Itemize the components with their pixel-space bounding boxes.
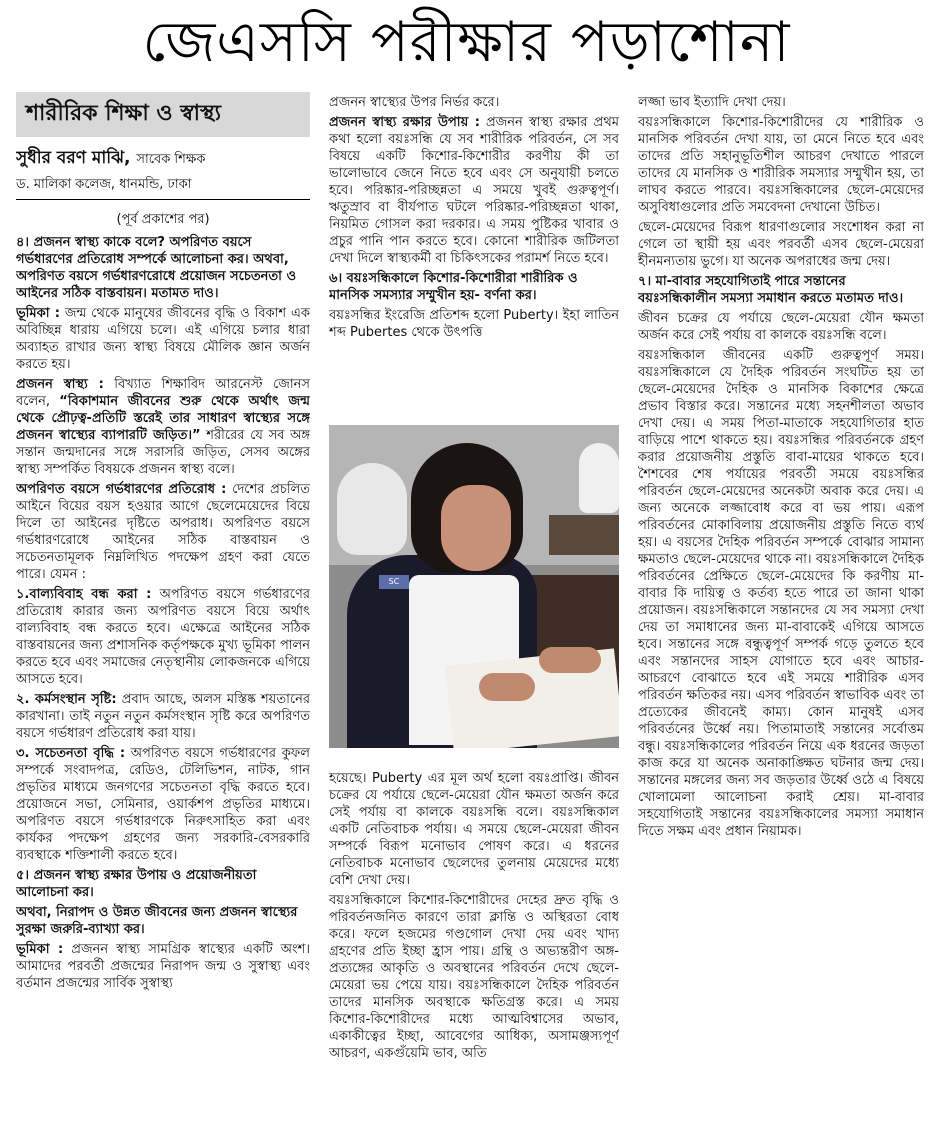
photo-resting-hand (539, 647, 601, 673)
question-4: ৪। প্রজনন স্বাস্থ্য কাকে বলে? অপরিণত বয়সে গর্ভধারণের প্রতিরোধ সম্পর্কে আলোচনা কর। অথবা, অপরিণত বয়সে গর্ভধারণরোধে প্রয়োজন সচেতনতা ও আইনের সঠিক বাস্তবায়ন। মতামত দাও। (16, 235, 297, 301)
column-1 (16, 92, 310, 1132)
author-line (16, 145, 310, 173)
point-2-label: ২. কর্মসংস্থান সৃষ্টি: (16, 692, 117, 707)
col3-paragraph-4: বয়ঃসন্ধিকাল জীবনের একটি গুরুত্বপূর্ণ সময়। বয়ঃসন্ধিকালে যে দৈহিক পরিবর্তন সংঘটিত হয় তা ছেলে-মেয়েদের দৈহিক ও মানসিক বিকাশের ক্ষেত্রে প্রভাব বিস্তার করে। সন্তানের মধ্যে সহনশীলতা অভাব দেখা দেয়। এ সময় পিতা-মাতাকে সহযোগিতার হাত বাড়িয়ে পাশে থাকতে হয়। বয়ঃসন্ধির পরিবর্তনকে গ্রহণ করার প্রয়োজনীয় প্রস্তুতি বাবা-মায়ের থাকতে হবে। শৈশবের শেষ পর্যায়ের পরবর্তী সময়ে বয়ঃসন্ধির পরিবর্তন ছেলে-মেয়েদের অনেকটা অবাক করে দেয়। এ জন্য অনেকে লজ্জাবোধ করে বা ভয় পায়। এরূপ পরিবর্তনের মোকাবিলায় প্রয়োজনীয় প্রস্তুতি নিতে ব্যর্থ হয়। এ বয়সের দৈহিক পরিবর্তন সম্পর্কে বোঝার সামান্য ক্ষমতাও ছেলে-মেয়েদের থাকে না। বয়ঃসন্ধিকালে দৈহিক পরিবর্তনের প্রেক্ষিতে ছেলে-মেয়েদের কি করণীয় মা-বাবার কি দায়িত্ব ও কর্তব্য হতে পারে তা জানা থাকা প্রয়োজন। বয়ঃসন্ধিকালে সন্তানদের যে সব সমস্যা দেখা দেয় তা সমাধানের জন্য মা-বাবাকেই এগিয়ে আসতে হবে। সন্তানের সঙ্গে বন্ধুত্বপূর্ণ সম্পর্ক গড়ে তুলতে হবে এবং সন্তানদের সাহস যোগাতে হবে এবং আচার-আচরণে বোঝাতে হবে এই সময়ে শারীরিক এসব পরিবর্তন ক্ষতিকর নয়। এসব পরিবর্তন স্বাভাবিক এবং তা প্রত্যেকের জীবনেই কাম্য। কোন মানুষই এসব পরিবর্তনের উর্ধ্বে নয়। পিতামাতাই সন্তানের সর্বোত্তম বন্ধু। বয়ঃসন্ধিকালের পরিবর্তন নিয়ে এক ধরনের জড়তা কাজ করে যা অনেক অনাকাঙ্ক্ষিত ঘটনার জন্ম দেয়। সন্তানের মঙ্গলের জন্য সব জড়তার উর্ধ্বে ওঠে এ বিষয়ে খোলামেলা আলোচনা করাই শ্রেয়। মা-বাবার সহযোগিতাই সন্তানের বয়ঃসন্ধিকালের সমস্যা সমাধান দিতে সক্ষম এবং প্রধান নিয়ামক। (638, 348, 924, 839)
rh-text: বিখ্যাত শিক্ষাবিদ আরনেস্ট জোনস বলেন, (16, 377, 310, 409)
photo-uniform-badge: SC (379, 575, 409, 589)
point-1-paragraph (16, 586, 310, 688)
puberty-paragraph: বয়ঃসন্ধির ইংরেজি প্রতিশব্দ হলো Puberty। ইহা লাতিন শব্দ Pubertes থেকে উৎপত্তি (329, 308, 619, 340)
rh-text-2: শরীরের যে সব অঙ্গ সন্তান জন্মদানের সঙ্গে সরাসরি জড়িত, সেসব অঙ্গের স্বাস্থ্য সম্পর্কিত বিষয়কে প্রজনন স্বাস্থ্য বলে। (16, 428, 310, 477)
intro-2-label: ভূমিকা : (16, 942, 64, 957)
point-2-paragraph (16, 691, 310, 742)
protection-label: প্রজনন স্বাস্থ্য রক্ষার উপায় : (329, 115, 480, 130)
prevention-paragraph (16, 481, 310, 583)
photo-desk-back (549, 515, 619, 555)
intro-2-text: প্রজনন স্বাস্থ্য সামগ্রিক স্বাস্থ্যের একটি অংশ। আমাদের পরবর্তী প্রজন্মের নিরাপদ জন্ম ও সুস্বাস্থ্য এবং বর্তমান প্রজন্মের সার্বিক সুস্বাস্থ্য (16, 942, 310, 991)
question-7: ৭। মা-বাবার সহযোগিতাই পারে সন্তানের বয়ঃসন্ধিকালীন সমস্যা সমাধান করতে মতামত দাও। (638, 274, 904, 306)
col3-paragraph-2: ছেলে-মেয়েদের বিরূপ ধারণাগুলোর সংশোধন করা না গেলে তা স্থায়ী হয় এবং পরবর্তী এসব ছেলে-মেয়েরা হীনমন্যতায় ভুগে। যা অনেক অপরাধের জন্ম দেয়। (638, 220, 924, 269)
page-headline: জেএসসি পরীক্ষার পড়াশোনা (142, 10, 791, 75)
column-2-top (329, 94, 619, 424)
point-3-label: ৩. সচেতনতা বৃদ্ধি : (16, 746, 126, 761)
point-3-text: অপরিণত বয়সে গর্ভধারণের কুফল সম্পর্কে সংবাদপত্র, রেডিও, টেলিভিশন, নাটক, গান প্রভৃতির মাধ্যমে জনগণের সচেতনতা বৃদ্ধি করতে হবে। প্রয়োজনে সভা, সেমিনার, ওয়ার্কশপ প্রভৃতির মাধ্যমে। অপরিণত বয়সে গর্ভধারণকে নিরুৎসাহিত করা এবং কার্যকর পদক্ষেপ গ্রহণের জন্য সরকারি-বেসরকারি ব্যবস্থাকে শক্তিশালী করতে হবে। (16, 746, 310, 863)
column-2-bottom (329, 770, 619, 1134)
point-1-label: ১.বাল্যবিবাহ বন্ধ করা : (16, 587, 152, 602)
previous-note: (পূর্ব প্রকাশের পর) (116, 212, 210, 227)
col3-paragraph-1: বয়ঃসন্ধিকালে কিশোর-কিশোরীদের যে শারীরিক ও মানসিক পরিবর্তন দেখা যায়, তা মেনে নিতে হবে এবং তাদের প্রতি সহানুভূতিশীল আচরণ দেখাতে পারলে তাদের যে মানসিক ও শারীরিক সমস্যার সম্মুখীন হয়, তা লাঘব করতে পারবে। বয়ঃসন্ধিকালের ছেলে-মেয়েদের অসুবিধাগুলোর প্রতি সমবেদনা দেখানো উচিত। (638, 115, 924, 215)
question-5: ৫। প্রজনন স্বাস্থ্য রক্ষার উপায় ও প্রয়োজনীয়তা আলোচনা কর। (16, 868, 257, 900)
question-5-alt: অথবা, নিরাপদ ও উন্নত জীবনের জন্য প্রজনন স্বাস্থ্যের সুরক্ষা জরুরি-ব্যাখ্যা কর। (16, 905, 298, 937)
author-name: সুধীর বরণ মাঝি, (16, 148, 131, 168)
photo-writing-hand (479, 673, 535, 701)
prevention-text: দেশের প্রচলিত আইনে বিয়ের বয়স হওয়ার আগে ছেলেমেয়েদের বিয়ে দিলে তা আইনের দৃষ্টিতে অপরাধ। অপরিণত বয়সে গর্ভধারণরোধে আইনের সঠিক বাস্তবায়ন ও সচেতনতামূলক নিম্নলিখিত পদক্ষেপ গ্রহণ করা যেতে পারে। যেমন : (16, 482, 310, 582)
protection-paragraph (329, 114, 619, 267)
intro-2-paragraph (16, 941, 310, 992)
rh-quote: “বিকাশমান জীবনের শুরু থেকে অর্থাৎ জন্ম থেকে প্রৌঢ়ত্ব-প্রতিটি স্তরেই তার সাধারণ স্বাস্থ্যের সঙ্গে প্রজনন স্বাস্থ্যের ব্যাপারটি জড়িত।” (16, 394, 310, 443)
col3-top-line: লজ্জা ভাব ইত্যাদি দেখা দেয়। (638, 95, 786, 110)
photo-student-left (337, 463, 407, 555)
puberty-continued-2: বয়ঃসন্ধিকালে কিশোর-কিশোরীদের দেহের দ্রুত বৃদ্ধি ও পরিবর্তনজনিত কারণে তারা ক্লান্তি ও অস্থিরতা বোধ করে। ফলে হজমের গণ্ডগোল দেখা দেয় এবং খাদ্য গ্রহণের প্রতি ইচ্ছা হ্রাস পায়। গ্রন্থি ও অভ্যন্তরীণ অঙ্গ-প্রত্যঙ্গের আকৃতি ও অবস্থানের পরিবর্তন দেখে ছেলে-মেয়েরা ভয় পেয়ে যায়। বয়ঃসন্ধিকালে দৈহিক পরিবর্তন তাদের মানসিক অবস্থাকে ক্ষতিগ্রস্ত করে। এ সময় কিশোর-কিশোরীদের মধ্যে আত্মবিশ্বাসের অভাব, একাকীত্বের ইচ্ছা, আবেগের আধিক্য, অসামঞ্জস্যপূর্ণ আচরণ, একগুঁয়েমি ভাব, অতি (329, 893, 619, 1061)
author-role: সাবেক শিক্ষক (136, 152, 206, 167)
intro-paragraph (16, 305, 310, 373)
protection-text: প্রজনন স্বাস্থ্য রক্ষার প্রথম কথা হলো বয়ঃসন্ধি যে সব শারীরিক পরিবর্তন, সে সব বিষয়ে একটি কিশোর-কিশোরীর করণীয় কী তা ভালোভাবে জেনে নিতে হবে এবং সে অনুযায়ী চলতে হবে। পরিষ্কার-পরিচ্ছন্নতা এ সময়ে খুবই গুরুত্বপূর্ণ। ঋতুস্রাব বা বীর্যপাত ঘটলে পরিষ্কার-পরিচ্ছন্নতা থাকা, নিয়মিত গোসল করা দরকার। এ সময় পুষ্টিকর খাবার ও প্রচুর পানি পান করতে হবে। কোনো শারীরিক জটিলতা দেখা দিলে স্বাস্থ্যকর্মী বা চিকিৎসকের পরামর্শ নিতে হবে। (329, 115, 619, 266)
author-college: ড. মালিকা কলেজ, ধানমন্ডি, ঢাকা (16, 175, 310, 200)
col3-paragraph-3: জীবন চক্রের যে পর্যায়ে ছেলে-মেয়েরা যৌন ক্ষমতা অর্জন করে সেই পর্যায় বা কালকে বয়ঃসন্ধি বলে। (638, 311, 924, 343)
intro-label: ভূমিকা : (16, 306, 60, 321)
photo-student-right (579, 443, 619, 513)
puberty-continued: হয়েছে। Puberty এর মূল অর্থ হলো বয়ঃপ্রাপ্তি। জীবন চক্রের যে পর্যায়ে ছেলে-মেয়েরা যৌন ক্ষমতা অর্জন করে সেই পর্যায় বা কালকে বয়ঃসন্ধি বলে। বয়ঃসন্ধিকাল একটি নেতিবাচক পর্যায়। এ সময়ে ছেলে-মেয়েরা জীবন সম্পর্কে বিরূপ মনোভাব পোষণ করে। এ ধরনের নেতিবাচক মনোভাব ছেলেদের তুলনায় মেয়েদের মধ্যে বেশি দেখা দেয়। (329, 771, 619, 888)
rh-label: প্রজনন স্বাস্থ্য : (16, 377, 104, 392)
prevention-label: অপরিণত বয়সে গর্ভধারণের প্রতিরোধ : (16, 482, 227, 497)
column-3 (638, 94, 924, 1134)
point-2-text: প্রবাদ আছে, অলস মস্তিষ্ক শয়তানের কারখানা। তাই নতুন নতুন কর্মসংস্থান সৃষ্টি করে অপরিণত বয়সে গর্ভধারণ প্রতিরোধ করা যায়। (16, 692, 310, 741)
reproductive-health-paragraph (16, 376, 310, 478)
point-1-text: অপরিণত বয়সে গর্ভধারণের প্রতিরোধ কারার জন্য অপরিণত বয়সে বিয়ে অর্থাৎ বাল্যবিবাহ বন্ধ করতে হবে। এক্ষেত্রে আইনের সঠিক বাস্তবায়নের জন্য প্রশাসনিক কর্তৃপক্ষকে মুখ্য ভূমিকা পালন করতে হবে এবং সমাজের নেতৃস্থানীয় লোকজনকে এগিয়ে আসতে হবে। (16, 587, 310, 687)
section-title: শারীরিক শিক্ষা ও স্বাস্থ্য (16, 92, 310, 137)
intro-text: জন্ম থেকে মানুষের জীবনের বৃদ্ধি ও বিকাশ এক অবিচ্ছিন্ন ধারায় এগিয়ে চলে। এই এগিয়ে চলার ধারা অব্যাহত রাখার জন্য স্বাস্থ্য বিষয়ে মৌলিক জ্ঞান অর্জন করতে হয়। (16, 306, 310, 372)
question-6: ৬। বয়ঃসন্ধিকালে কিশোর-কিশোরীরা শারীরিক ও মানসিক সমস্যার সম্মুখীন হয়- বর্ণনা কর। (329, 271, 578, 303)
students-exam-photo (329, 425, 619, 748)
photo-student-face (441, 485, 511, 571)
point-3-paragraph (16, 745, 310, 864)
col2-top-line: প্রজনন স্বাস্থ্যের উপর নির্ভর করে। (329, 95, 500, 110)
